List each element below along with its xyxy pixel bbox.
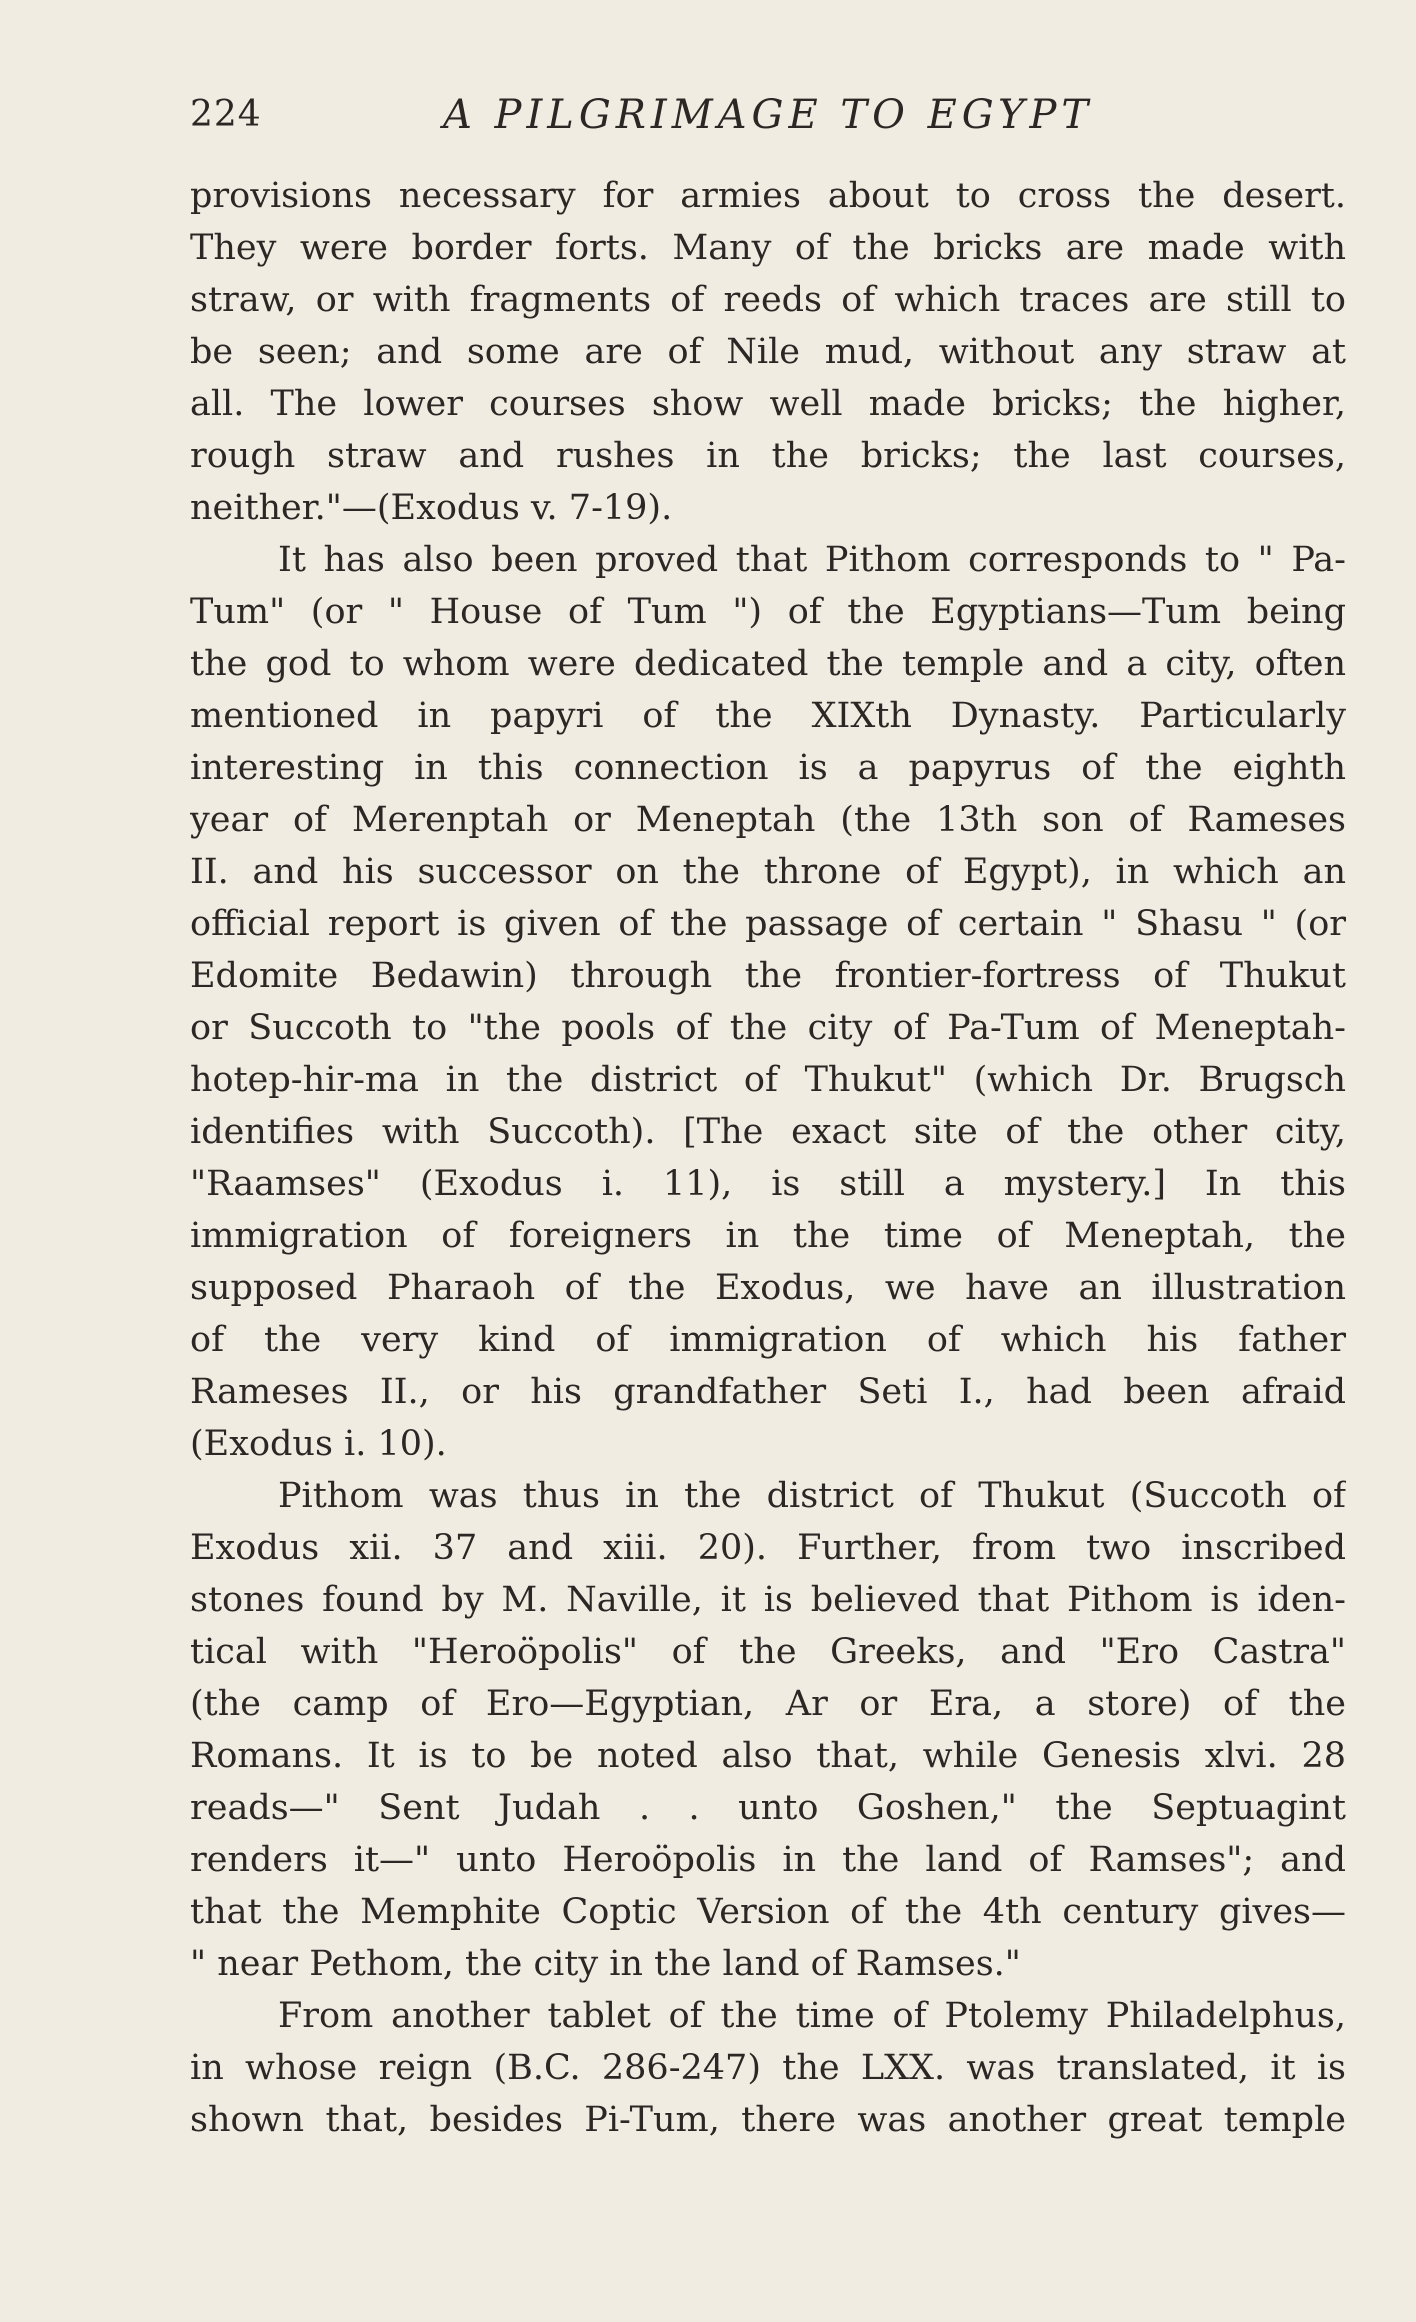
- text-line: renders it—" unto Heroöpolis in the land of Ramses"; and: [190, 1840, 1346, 1880]
- text-line: reads—" Sent Judah . . unto Goshen," the Septuagint: [190, 1788, 1346, 1828]
- running-title: A PILGRIMAGE TO EGYPT: [442, 92, 1094, 138]
- text-line: Rameses II., or his grandfather Seti I., had been afraid: [190, 1372, 1346, 1412]
- text-line: From another tablet of the time of Ptolemy Philadelphus,: [278, 1996, 1346, 2036]
- text-line: mentioned in papyri of the XIXth Dynasty. Particularly: [190, 696, 1346, 736]
- text-line: be seen; and some are of Nile mud, without any straw at: [190, 332, 1346, 372]
- text-line: all. The lower courses show well made bricks; the higher,: [190, 384, 1346, 424]
- text-line: "Raamses" (Exodus i. 11), is still a mystery.] In this: [190, 1164, 1346, 1204]
- text-line: straw, or with fragments of reeds of which traces are still to: [190, 280, 1346, 320]
- text-line: rough straw and rushes in the bricks; the last courses,: [190, 436, 1346, 476]
- text-line: II. and his successor on the throne of Egypt), in which an: [190, 852, 1346, 892]
- text-line: They were border forts. Many of the bricks are made with: [190, 228, 1346, 268]
- text-line: Pithom was thus in the district of Thukut (Succoth of: [278, 1476, 1346, 1516]
- text-line: Romans. It is to be noted also that, while Genesis xlvi. 28: [190, 1736, 1346, 1776]
- text-line: neither."—(Exodus v. 7-19).: [190, 488, 673, 528]
- text-line: identifies with Succoth). [The exact site of the other city,: [190, 1112, 1346, 1152]
- text-line: in whose reign (B.C. 286-247) the LXX. was translated, it is: [190, 2048, 1346, 2088]
- text-line: hotep-hir-ma in the district of Thukut" (which Dr. Brugsch: [190, 1060, 1346, 1100]
- text-line: or Succoth to "the pools of the city of Pa-Tum of Meneptah-: [190, 1008, 1346, 1048]
- text-line: provisions necessary for armies about to cross the desert.: [190, 176, 1346, 216]
- text-line: It has also been proved that Pithom corresponds to " Pa-: [278, 540, 1346, 580]
- text-line: (the camp of Ero—Egyptian, Ar or Era, a store) of the: [190, 1684, 1346, 1724]
- text-line: (Exodus i. 10).: [190, 1424, 447, 1464]
- text-line: " near Pethom, the city in the land of Ramses.": [190, 1944, 1021, 1984]
- text-line: tical with "Heroöpolis" of the Greeks, and "Ero Castra": [190, 1632, 1346, 1672]
- page-number: 224: [190, 94, 262, 135]
- text-line: shown that, besides Pi-Tum, there was another great temple: [190, 2100, 1346, 2140]
- text-line: supposed Pharaoh of the Exodus, we have an illustration: [190, 1268, 1346, 1308]
- text-line: official report is given of the passage of certain " Shasu " (or: [190, 904, 1346, 944]
- page-header: [190, 88, 1346, 148]
- text-line: stones found by M. Naville, it is believed that Pithom is iden-: [190, 1580, 1346, 1620]
- text-line: of the very kind of immigration of which his father: [190, 1320, 1346, 1360]
- text-line: interesting in this connection is a papyrus of the eighth: [190, 748, 1346, 788]
- text-line: year of Merenptah or Meneptah (the 13th son of Rameses: [190, 800, 1346, 840]
- text-line: immigration of foreigners in the time of Meneptah, the: [190, 1216, 1346, 1256]
- text-line: Exodus xii. 37 and xiii. 20). Further, from two inscribed: [190, 1528, 1346, 1568]
- body-text: [190, 170, 1346, 2146]
- text-line: Tum" (or " House of Tum ") of the Egyptians—Tum being: [190, 592, 1346, 632]
- text-line: Edomite Bedawin) through the frontier-fortress of Thukut: [190, 956, 1346, 996]
- text-line: the god to whom were dedicated the temple and a city, often: [190, 644, 1346, 684]
- text-line: that the Memphite Coptic Version of the 4th century gives—: [190, 1892, 1346, 1932]
